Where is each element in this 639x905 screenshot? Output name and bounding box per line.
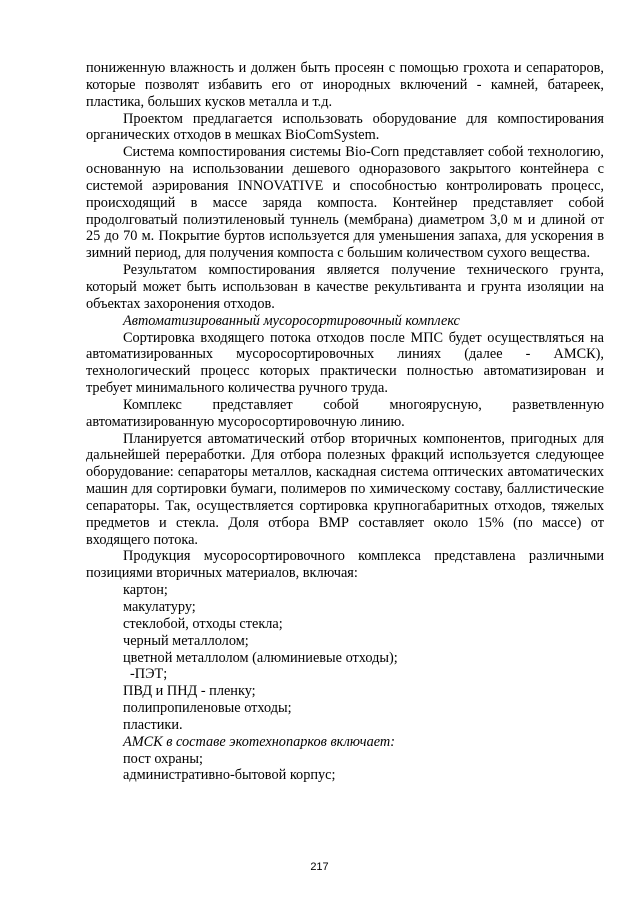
section-heading-amsk: Автоматизированный мусоросортировочный комплекс [123,312,460,329]
list-item-ferrous-metal: черный металлолом; [123,632,249,649]
paragraph-selection: Планируется автоматический отбор вторичных компонентов, пригодных для дальнейшей переработки. Для отбора полезных фракций используется следующее оборудование: сепараторы металлов, каскадная система оптических автоматических машин для сортировки бумаги, полимеров по химическому составу, баллистические сепараторы. Так, осуществляется сортировка крупногабаритных отходов, тяжелых предметов и стекла. Доля отбора ВМР составляет около 15% (по массе) от входящего потока. [86,430,604,548]
materials-list [86,582,604,734]
paragraph-continued: пониженную влажность и должен быть просеян с помощью грохота и сепараторов, которые позволят избавить его от инородных включений - камней, батареек, пластика, больших кусков металла и т.д. [86,60,604,110]
paragraph-composting-result: Результатом компостирования является получение технического грунта, который может быть использован в качестве рекультиванта и грунта изоляции на объектах захоронения отходов. [86,262,604,312]
list-item-waste-paper: макулатуру; [123,599,196,615]
section-heading-ecotechnoparks: АМСК в составе экотехнопарков включает: [123,733,395,750]
list-item-film: ПВД и ПНД - пленку; [123,683,256,700]
page-number: 217 [310,861,329,873]
paragraph-products: Продукция мусоросортировочного комплекса представлена различными позициями вторичных материалов, включая: [86,548,604,582]
paragraph-bio-corn-system: Система компостирования системы Bio-Corn представляет собой технологию, основанную на использовании дешевого одноразового закрытого контейнера с системой аэрирования INNOVATIVE и способностью контролировать процесс, происходящий в массе заряда компоста. Контейнер представляет собой продолговатый полиэтиленовый туннель (мембрана) диаметром 3,0 м и длиной от 25 до 70 м. Покрытие буртов используется для уменьшения запаха, для ускорения в зимний период, для получения компоста с большим количеством сухого вещества. [86,144,604,262]
list-item-admin-building: административно-бытовой корпус; [123,767,336,784]
list-item-glass: стеклобой, отходы стекла; [123,615,283,632]
list-item-pet: -ПЭТ; [130,666,168,683]
list-item-polypropylene: полипропиленовые отходы; [123,700,292,717]
paragraph-complex: Комплекс представляет собой многоярусную, разветвленную автоматизированную мусоросортировочную линию. [86,396,604,430]
paragraph-sorting: Сортировка входящего потока отходов после МПС будет осуществляться на автоматизированных мусоросортировочных линиях (далее - АМСК), технологический процесс которых практически полностью автоматизирован и требует минимального количества ручного труда. [86,329,604,397]
list-item-nonferrous-metal: цветной металлолом (алюминиевые отходы); [123,649,398,666]
page-body [86,60,604,784]
list-item-cardboard: картон; [123,582,168,599]
list-item-security-post: пост охраны; [123,750,203,767]
paragraph-biocomsystem: Проектом предлагается использовать оборудование для компостирования органических отходов в мешках BioComSystem. [86,110,604,144]
list-item-plastics: пластики. [123,716,183,733]
ecotechnopark-list [86,751,604,785]
